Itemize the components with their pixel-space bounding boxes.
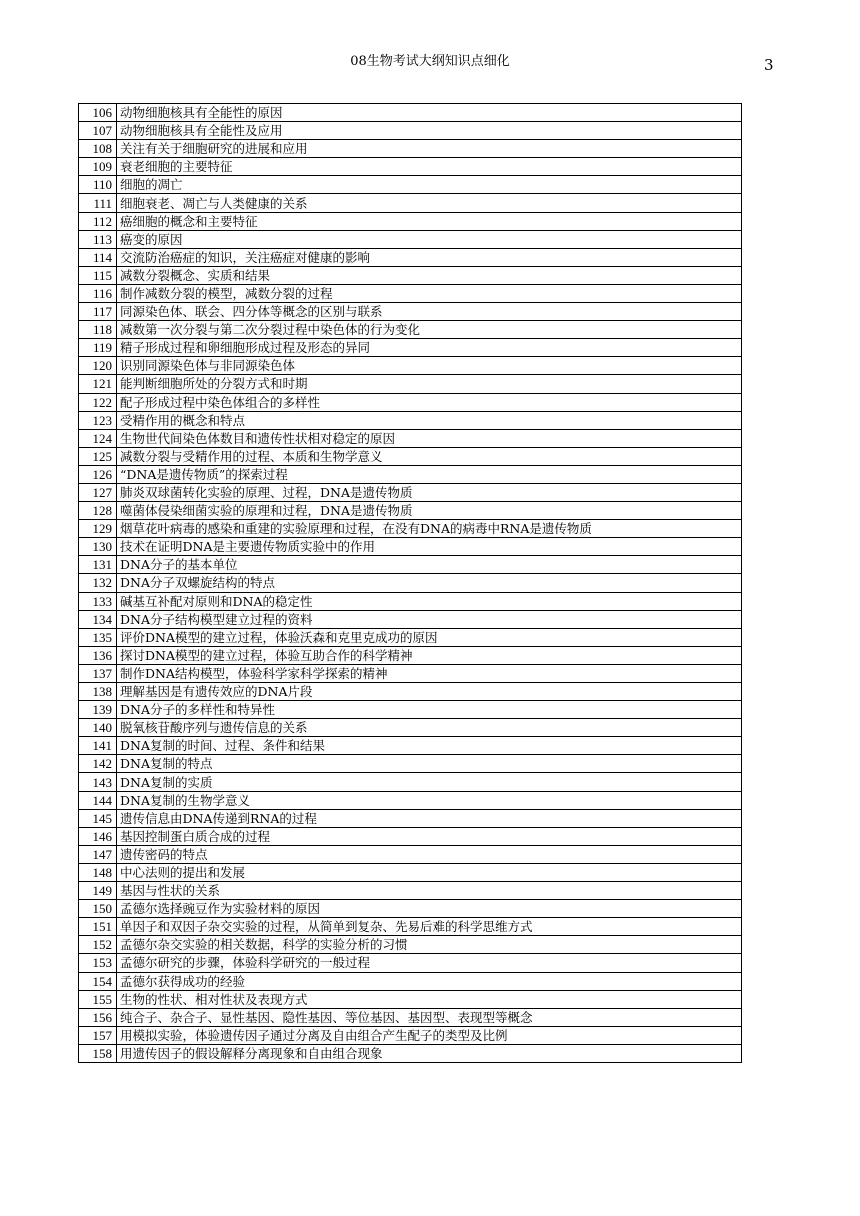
- knowledge-point-cell: 基因控制蛋白质合成的过程: [117, 827, 742, 845]
- knowledge-point-cell: 制作减数分裂的模型，减数分裂的过程: [117, 284, 742, 302]
- knowledge-point-cell: 细胞的凋亡: [117, 176, 742, 194]
- table-row: [79, 502, 742, 520]
- knowledge-point-cell: 噬菌体侵染细菌实验的原理和过程，DNA是遗传物质: [117, 502, 742, 520]
- knowledge-point-cell: 脱氧核苷酸序列与遗传信息的关系: [117, 719, 742, 737]
- table-row: [79, 990, 742, 1008]
- table-row: [79, 321, 742, 339]
- table-row: [79, 357, 742, 375]
- knowledge-point-cell: 遗传密码的特点: [117, 845, 742, 863]
- row-number-cell: 143: [79, 773, 117, 791]
- row-number-cell: 135: [79, 628, 117, 646]
- table-row: [79, 266, 742, 284]
- knowledge-point-cell: 烟草花叶病毒的感染和重建的实验原理和过程，在没有DNA的病毒中RNA是遗传物质: [117, 520, 742, 538]
- knowledge-point-cell: 用遗传因子的假设解释分离现象和自由组合现象: [117, 1044, 742, 1062]
- row-number-cell: 106: [79, 104, 117, 122]
- row-number-cell: 122: [79, 393, 117, 411]
- knowledge-point-cell: 孟德尔获得成功的经验: [117, 972, 742, 990]
- knowledge-point-cell: DNA复制的生物学意义: [117, 791, 742, 809]
- row-number-cell: 142: [79, 755, 117, 773]
- knowledge-point-cell: 纯合子、杂合子、显性基因、隐性基因、等位基因、基因型、表现型等概念: [117, 1008, 742, 1026]
- table-row: [79, 158, 742, 176]
- table-row: [79, 773, 742, 791]
- knowledge-point-cell: DNA复制的特点: [117, 755, 742, 773]
- row-number-cell: 114: [79, 248, 117, 266]
- knowledge-point-cell: 关注有关于细胞研究的进展和应用: [117, 140, 742, 158]
- table-row: [79, 483, 742, 501]
- row-number-cell: 129: [79, 520, 117, 538]
- row-number-cell: 113: [79, 230, 117, 248]
- row-number-cell: 130: [79, 538, 117, 556]
- knowledge-point-cell: 能判断细胞所处的分裂方式和时期: [117, 375, 742, 393]
- table-row: [79, 701, 742, 719]
- row-number-cell: 127: [79, 483, 117, 501]
- table-row: [79, 104, 742, 122]
- row-number-cell: 125: [79, 447, 117, 465]
- knowledge-point-cell: 受精作用的概念和特点: [117, 411, 742, 429]
- table-row: [79, 664, 742, 682]
- knowledge-point-cell: DNA分子结构模型建立过程的资料: [117, 610, 742, 628]
- row-number-cell: 151: [79, 918, 117, 936]
- knowledge-point-cell: 生物世代间染色体数目和遗传性状相对稳定的原因: [117, 429, 742, 447]
- knowledge-point-cell: DNA分子的基本单位: [117, 556, 742, 574]
- row-number-cell: 138: [79, 683, 117, 701]
- row-number-cell: 128: [79, 502, 117, 520]
- row-number-cell: 158: [79, 1044, 117, 1062]
- table-row: [79, 248, 742, 266]
- row-number-cell: 116: [79, 284, 117, 302]
- table-row: [79, 755, 742, 773]
- row-number-cell: 131: [79, 556, 117, 574]
- knowledge-point-cell: 同源染色体、联会、四分体等概念的区别与联系: [117, 303, 742, 321]
- table-row: [79, 918, 742, 936]
- table-row: [79, 411, 742, 429]
- row-number-cell: 147: [79, 845, 117, 863]
- knowledge-point-cell: 评价DNA模型的建立过程，体验沃森和克里克成功的原因: [117, 628, 742, 646]
- table-row: [79, 284, 742, 302]
- row-number-cell: 123: [79, 411, 117, 429]
- row-number-cell: 139: [79, 701, 117, 719]
- knowledge-points-table-container: [78, 103, 741, 1063]
- knowledge-point-cell: 单因子和双因子杂交实验的过程，从简单到复杂、先易后难的科学思维方式: [117, 918, 742, 936]
- table-row: [79, 393, 742, 411]
- table-row: [79, 230, 742, 248]
- table-row: [79, 936, 742, 954]
- table-row: [79, 628, 742, 646]
- table-row: [79, 1008, 742, 1026]
- table-row: [79, 447, 742, 465]
- knowledge-point-cell: “DNA是遗传物质”的探索过程: [117, 465, 742, 483]
- knowledge-point-cell: 细胞衰老、凋亡与人类健康的关系: [117, 194, 742, 212]
- knowledge-point-cell: 精子形成过程和卵细胞形成过程及形态的异同: [117, 339, 742, 357]
- knowledge-point-cell: 肺炎双球菌转化实验的原理、过程，DNA是遗传物质: [117, 483, 742, 501]
- row-number-cell: 154: [79, 972, 117, 990]
- table-row: [79, 140, 742, 158]
- row-number-cell: 136: [79, 646, 117, 664]
- table-row: [79, 827, 742, 845]
- table-row: [79, 375, 742, 393]
- row-number-cell: 146: [79, 827, 117, 845]
- table-row: [79, 538, 742, 556]
- knowledge-point-cell: DNA复制的实质: [117, 773, 742, 791]
- table-row: [79, 1044, 742, 1062]
- row-number-cell: 145: [79, 809, 117, 827]
- knowledge-point-cell: 动物细胞核具有全能性及应用: [117, 122, 742, 140]
- row-number-cell: 141: [79, 737, 117, 755]
- table-row: [79, 646, 742, 664]
- row-number-cell: 115: [79, 266, 117, 284]
- knowledge-point-cell: 孟德尔选择豌豆作为实验材料的原因: [117, 900, 742, 918]
- knowledge-point-cell: DNA分子双螺旋结构的特点: [117, 574, 742, 592]
- row-number-cell: 134: [79, 610, 117, 628]
- knowledge-point-cell: 技术在证明DNA是主要遗传物质实验中的作用: [117, 538, 742, 556]
- knowledge-point-cell: 衰老细胞的主要特征: [117, 158, 742, 176]
- knowledge-point-cell: 交流防治癌症的知识，关注癌症对健康的影响: [117, 248, 742, 266]
- row-number-cell: 124: [79, 429, 117, 447]
- knowledge-point-cell: 识别同源染色体与非同源染色体: [117, 357, 742, 375]
- knowledge-point-cell: 用模拟实验，体验遗传因子通过分离及自由组合产生配子的类型及比例: [117, 1026, 742, 1044]
- knowledge-point-cell: 探讨DNA模型的建立过程，体验互助合作的科学精神: [117, 646, 742, 664]
- knowledge-point-cell: 孟德尔杂交实验的相关数据，科学的实验分析的习惯: [117, 936, 742, 954]
- table-row: [79, 954, 742, 972]
- row-number-cell: 137: [79, 664, 117, 682]
- row-number-cell: 119: [79, 339, 117, 357]
- table-row: [79, 194, 742, 212]
- table-row: [79, 574, 742, 592]
- knowledge-point-cell: DNA分子的多样性和特异性: [117, 701, 742, 719]
- page-number: 3: [764, 56, 774, 74]
- row-number-cell: 108: [79, 140, 117, 158]
- row-number-cell: 149: [79, 882, 117, 900]
- knowledge-point-cell: 配子形成过程中染色体组合的多样性: [117, 393, 742, 411]
- table-row: [79, 176, 742, 194]
- knowledge-points-table: [78, 103, 742, 1063]
- row-number-cell: 132: [79, 574, 117, 592]
- knowledge-point-cell: 制作DNA结构模型，体验科学家科学探索的精神: [117, 664, 742, 682]
- row-number-cell: 148: [79, 863, 117, 881]
- table-row: [79, 809, 742, 827]
- table-row: [79, 791, 742, 809]
- table-row: [79, 972, 742, 990]
- row-number-cell: 111: [79, 194, 117, 212]
- row-number-cell: 133: [79, 592, 117, 610]
- knowledge-point-cell: 理解基因是有遗传效应的DNA片段: [117, 683, 742, 701]
- knowledge-point-cell: DNA复制的时间、过程、条件和结果: [117, 737, 742, 755]
- table-row: [79, 339, 742, 357]
- knowledge-point-cell: 基因与性状的关系: [117, 882, 742, 900]
- row-number-cell: 117: [79, 303, 117, 321]
- row-number-cell: 153: [79, 954, 117, 972]
- table-row: [79, 465, 742, 483]
- table-row: [79, 683, 742, 701]
- table-row: [79, 122, 742, 140]
- row-number-cell: 157: [79, 1026, 117, 1044]
- row-number-cell: 155: [79, 990, 117, 1008]
- table-row: [79, 592, 742, 610]
- knowledge-point-cell: 碱基互补配对原则和DNA的稳定性: [117, 592, 742, 610]
- row-number-cell: 118: [79, 321, 117, 339]
- table-row: [79, 212, 742, 230]
- row-number-cell: 120: [79, 357, 117, 375]
- table-row: [79, 610, 742, 628]
- table-row: [79, 882, 742, 900]
- row-number-cell: 110: [79, 176, 117, 194]
- row-number-cell: 140: [79, 719, 117, 737]
- knowledge-point-cell: 减数分裂与受精作用的过程、本质和生物学意义: [117, 447, 742, 465]
- page-header-title: 08生物考试大纲知识点细化: [350, 54, 510, 69]
- table-row: [79, 845, 742, 863]
- table-row: [79, 737, 742, 755]
- row-number-cell: 107: [79, 122, 117, 140]
- table-row: [79, 900, 742, 918]
- knowledge-point-cell: 癌变的原因: [117, 230, 742, 248]
- table-row: [79, 719, 742, 737]
- row-number-cell: 150: [79, 900, 117, 918]
- row-number-cell: 156: [79, 1008, 117, 1026]
- knowledge-point-cell: 减数第一次分裂与第二次分裂过程中染色体的行为变化: [117, 321, 742, 339]
- table-row: [79, 520, 742, 538]
- row-number-cell: 112: [79, 212, 117, 230]
- table-body: [79, 104, 742, 1063]
- row-number-cell: 121: [79, 375, 117, 393]
- row-number-cell: 109: [79, 158, 117, 176]
- row-number-cell: 152: [79, 936, 117, 954]
- knowledge-point-cell: 中心法则的提出和发展: [117, 863, 742, 881]
- knowledge-point-cell: 生物的性状、相对性状及表现方式: [117, 990, 742, 1008]
- knowledge-point-cell: 遗传信息由DNA传递到RNA的过程: [117, 809, 742, 827]
- row-number-cell: 144: [79, 791, 117, 809]
- table-row: [79, 556, 742, 574]
- table-row: [79, 863, 742, 881]
- knowledge-point-cell: 癌细胞的概念和主要特征: [117, 212, 742, 230]
- table-row: [79, 429, 742, 447]
- row-number-cell: 126: [79, 465, 117, 483]
- knowledge-point-cell: 减数分裂概念、实质和结果: [117, 266, 742, 284]
- table-row: [79, 303, 742, 321]
- table-row: [79, 1026, 742, 1044]
- knowledge-point-cell: 动物细胞核具有全能性的原因: [117, 104, 742, 122]
- knowledge-point-cell: 孟德尔研究的步骤，体验科学研究的一般过程: [117, 954, 742, 972]
